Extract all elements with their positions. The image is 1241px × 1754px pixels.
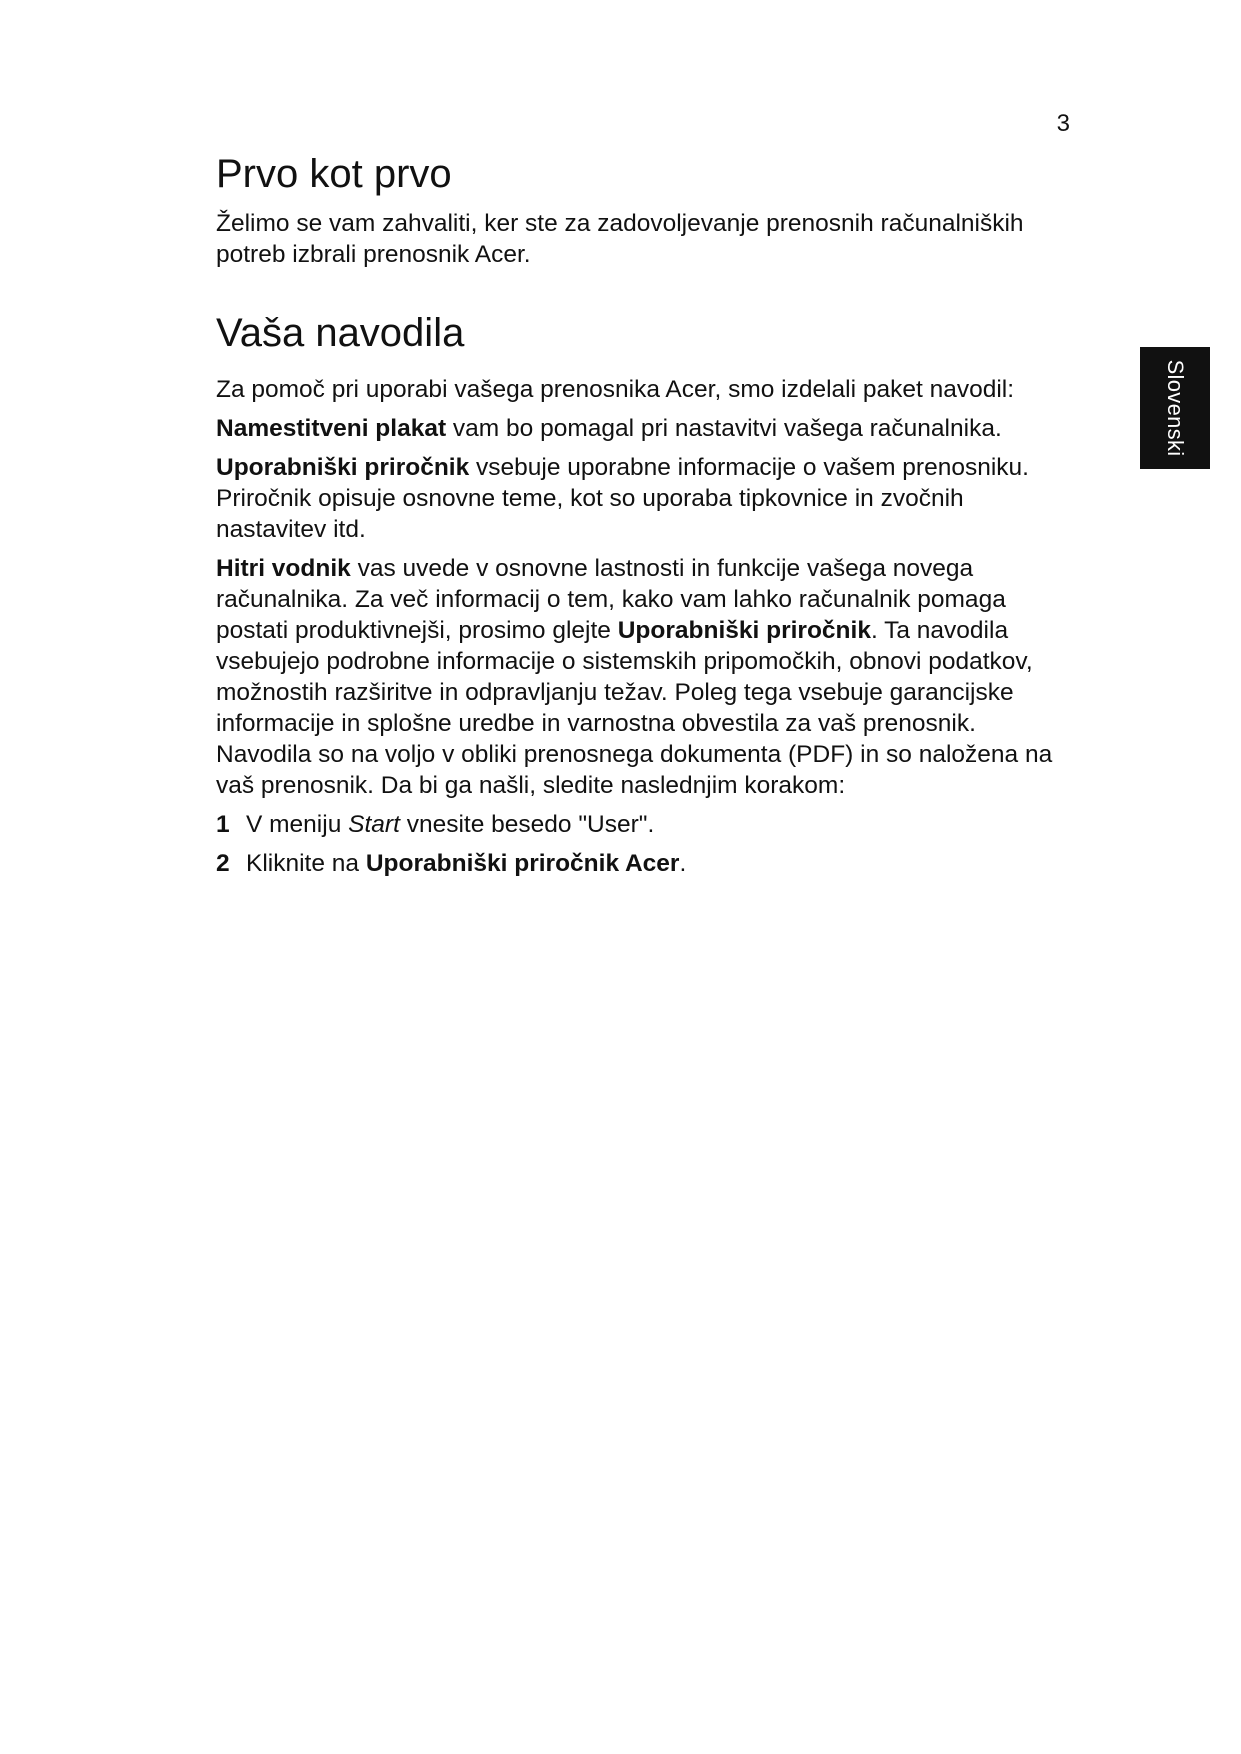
section-title-first-things: Prvo kot prvo: [216, 152, 452, 196]
step-text-post: .: [679, 850, 687, 877]
user-guide-text: vsebuje uporabne informacije o vašem prenosniku. Priročnik opisuje osnovne teme, kot so uporaba tipkovnice in zvočnih nastavitev itd.: [216, 454, 1029, 543]
paragraph-setup-poster: [216, 413, 1066, 444]
step-text-post: vnesite besedo "User".: [399, 811, 655, 838]
step-text: [246, 848, 686, 879]
step-text: [246, 809, 654, 840]
guides-intro: Za pomoč pri uporabi vašega prenosnika Acer, smo izdelali paket navodil:: [216, 376, 1015, 403]
step-1: [216, 809, 1066, 840]
setup-poster-text: vam bo pomagal pri nastavitvi vašega računalnika.: [446, 415, 1002, 442]
step-number: 1: [216, 811, 230, 838]
page-content: [216, 150, 1066, 887]
page-number: 3: [1056, 110, 1070, 137]
setup-poster-term: Namestitveni plakat: [216, 415, 447, 442]
section-intro-thanks: Želimo se vam zahvaliti, ker ste za zadovoljevanje prenosnih računalniških potreb izbrali prenosnik Acer.: [216, 210, 1024, 268]
quick-guide-text-1: vas uvede v osnovne lastnosti in funkcije vašega novega računalnika. Za več informacij o tem, kako vam lahko računalnik pomaga postati produktivnejši, prosimo glejte: [216, 555, 1006, 644]
step-text-pre: Kliknite na: [246, 850, 366, 877]
paragraph-user-guide: [216, 452, 1066, 545]
paragraph-quick-guide: [216, 553, 1066, 801]
language-side-tab-label: Slovenski: [1163, 359, 1188, 457]
step-user-guide-term: Uporabniški priročnik Acer: [365, 850, 680, 877]
step-number: 2: [216, 850, 230, 877]
step-2: [216, 848, 1066, 879]
quick-guide-term: Hitri vodnik: [216, 555, 351, 582]
step-start-menu-term: Start: [348, 811, 400, 838]
language-side-tab: [1140, 347, 1210, 469]
user-guide-term: Uporabniški priročnik: [216, 454, 470, 481]
quick-guide-user-guide-ref: Uporabniški priročnik: [617, 617, 871, 644]
step-text-pre: V meniju: [246, 811, 349, 838]
section-title-your-guides: Vaša navodila: [216, 311, 465, 355]
quick-guide-text-2: . Ta navodila vsebujejo podrobne informacije o sistemskih pripomočkih, obnovi podatkov, možnostih razširitve in odpravljanju težav. Poleg tega vsebuje garancijske informacije in splošne uredbe in varnostna obvestila za vaš prenosnik. Navodila so na voljo v obliki prenosnega dokumenta (PDF) in so naložena na vaš prenosnik. Da bi ga našli, sledite naslednjim korakom:: [216, 617, 1053, 799]
